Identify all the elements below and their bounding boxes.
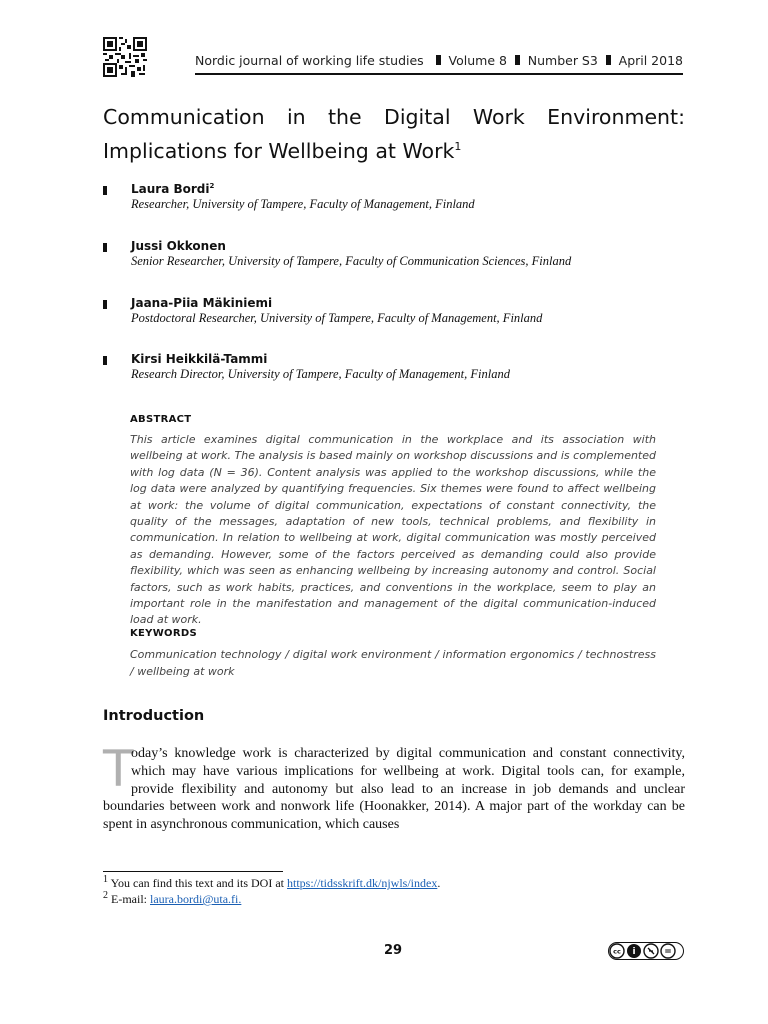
- author-bullet: [103, 300, 107, 309]
- author-bullet: [103, 243, 107, 252]
- nd-mark: =: [664, 947, 672, 957]
- author-affiliation: Research Director, University of Tampere, Faculty of Management, Finland: [131, 367, 510, 381]
- author-name: Jaana-Piia Mäkiniemi: [131, 296, 273, 310]
- qr-code-icon: [103, 37, 147, 77]
- drop-cap: T: [103, 740, 134, 798]
- volume: Volume 8: [448, 52, 507, 68]
- section-heading: Introduction: [103, 708, 205, 724]
- footnote: $^1$ You can find this text and its DOI at https://tidsskrift.dk/njwls/index.: [103, 874, 441, 890]
- author-affiliation: Senior Researcher, University of Tampere, Faculty of Communication Sciences, Finland: [131, 254, 572, 268]
- abstract-text: This article examines digital communication in the workplace and its association with wellbeing at work. The analysis is based mainly on workshop discussions and is complemented with log data (N = 36). Content analysis was applied to the workshop discussions, while the log data were analyzed by quantifying frequencies. Six themes were found to affect wellbeing at work: the volume of digital communication, expectations of constant connectivity, the quality of the messages, adaptation of new tools, technical problems, and flexibility in communication. In relation to wellbeing at work, digital communication was mostly perceived as demanding. However, some of the factors perceived as demanding could also provide flexibility, which was seen as enhancing wellbeing by increasing autonomy and control. Social factors, such as work habits, practices, and conventions in the workplace, seem to play an important role in the manifestation and management of the digital communication-induced load at work.: [130, 433, 656, 627]
- author-name: Jussi Okkonen: [131, 239, 226, 253]
- header-separator: [436, 55, 441, 65]
- header-rule: [195, 73, 683, 75]
- keywords-label: KEYWORDS: [130, 628, 197, 639]
- issue-date: April 2018: [618, 52, 683, 68]
- abstract-label: ABSTRACT: [130, 414, 192, 425]
- author-name: Laura Bordi$^2$: [131, 182, 215, 196]
- header-separator: [606, 55, 611, 65]
- issue-number: Number S3: [527, 52, 598, 68]
- email-link[interactable]: laura.bordi@uta.fi.: [150, 892, 242, 906]
- running-header: [195, 50, 683, 70]
- author-affiliation: Researcher, University of Tampere, Faculty of Management, Finland: [131, 197, 475, 211]
- footnote-link[interactable]: https://tidsskrift.dk/njwls/index: [287, 876, 438, 890]
- author-name: Kirsi Heikkilä-Tammi: [131, 352, 268, 366]
- intro-paragraph: oday’s knowledge work is characterized by digital communication and constant connectivity, which may have various implications for wellbeing at work. Digital tools can, for example, provide flexibility and autonomy but also lead to an increase in job demands and unclear boundaries between work and nonwork life (Hoonakker, 2014). A major part of the workday can be spent in asynchronous communication, which causes: [103, 746, 685, 833]
- header-separator: [515, 55, 520, 65]
- author-bullet: [103, 186, 107, 195]
- cc-mark: cc: [613, 947, 621, 956]
- title-footnote-mark: 1: [454, 140, 462, 153]
- journal-name: Nordic journal of working life studies: [195, 52, 424, 68]
- author-affiliation: Postdoctoral Researcher, University of Tampere, Faculty of Management, Finland: [131, 311, 543, 325]
- article-title: Communication in the Digital Work Environment: Implications for Wellbeing at Work$^1$: [103, 105, 685, 163]
- keywords-text: Communication technology / digital work environment / information ergonomics / technostress / wellbeing at work: [130, 648, 656, 678]
- footnote: $^2$ E-mail: laura.bordi@uta.fi.: [103, 890, 242, 906]
- page-number: 29: [384, 943, 403, 958]
- creative-commons-license-icon: [608, 942, 684, 960]
- author-bullet: [103, 356, 107, 365]
- by-mark: i: [632, 947, 636, 957]
- footnote-rule: [103, 871, 283, 872]
